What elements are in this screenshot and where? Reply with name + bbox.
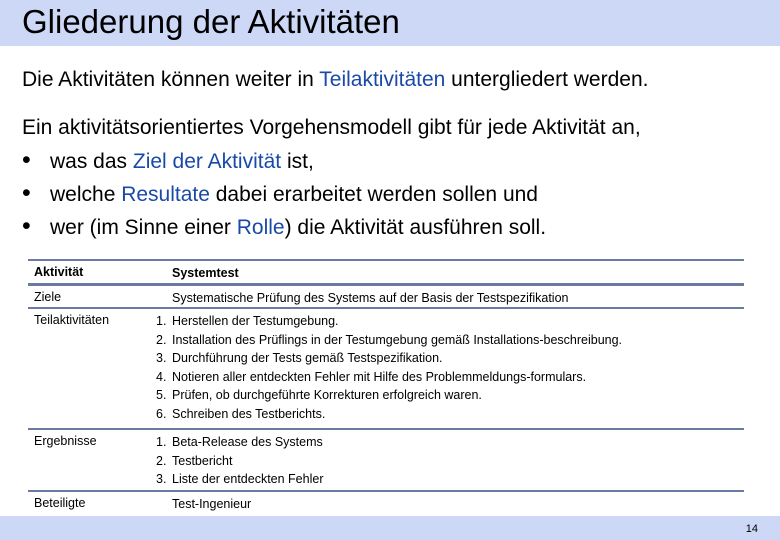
row-value-beteiligte: Test-Ingenieur: [172, 497, 252, 511]
list-item-number: 6.: [156, 406, 167, 421]
list-item-text: Liste der entdeckten Fehler: [172, 472, 324, 487]
bullet-item: [22, 146, 546, 179]
list-item-number: 1.: [156, 435, 167, 449]
bullet-before: was das: [50, 150, 133, 173]
bullet-highlight: Resultate: [121, 183, 210, 206]
list-item-text: Prüfen, ob durchgeführte Korrekturen erfolgreich waren.: [172, 388, 482, 403]
footer-bar: [0, 516, 780, 540]
intro-highlight: Teilaktivitäten: [319, 68, 446, 91]
table-header-value: Systemtest: [172, 266, 239, 280]
table-row-ergebnisse: [28, 428, 744, 490]
list-item-number: 1.: [156, 314, 167, 328]
list-item-number: 3.: [156, 472, 167, 487]
list-item: [156, 470, 323, 489]
row-value-teilaktivitaeten: [156, 312, 622, 424]
intro-text: [22, 66, 648, 94]
list-item-text: Beta-Release des Systems: [172, 435, 323, 449]
intro-after: untergliedert werden.: [445, 68, 649, 91]
list-item: [156, 452, 323, 471]
list-item-text: Durchführung der Tests gemäß Testspezifikation.: [172, 351, 443, 366]
bullet-after: ist,: [281, 150, 314, 173]
bullet-dot-icon: •: [22, 212, 31, 240]
list-item-number: 5.: [156, 388, 167, 403]
intro-before: Die Aktivitäten können weiter in: [22, 68, 320, 91]
bullet-list: [22, 146, 546, 245]
lead-text: Ein aktivitätsorientiertes Vorgehensmodell gibt für jede Aktivität an,: [22, 116, 641, 139]
list-item-number: 2.: [156, 332, 167, 347]
bullet-item: [22, 212, 546, 245]
table-header-row: [28, 259, 744, 286]
bullet-before: wer (im Sinne einer: [50, 216, 237, 239]
list-item: [156, 368, 622, 387]
table-row-ziele: [28, 286, 744, 307]
row-label-ziele: Ziele: [34, 290, 62, 304]
bullet-item: [22, 179, 546, 212]
bullet-dot-icon: •: [22, 179, 31, 207]
list-item-number: 3.: [156, 351, 167, 366]
table-header-label: Aktivität: [34, 265, 84, 279]
slide-title: Gliederung der Aktivitäten: [22, 3, 400, 40]
list-item: [156, 405, 622, 424]
list-item-number: 2.: [156, 453, 167, 468]
bullet-after: dabei erarbeitet werden sollen und: [209, 183, 538, 206]
teilaktivitaeten-list: [156, 312, 622, 424]
list-item-text: Notieren aller entdeckten Fehler mit Hilfe des Problemmeldungs-formulars.: [172, 369, 587, 384]
title-bar: [0, 0, 780, 46]
row-label-teilaktivitaeten: Teilaktivitäten: [34, 313, 110, 327]
page-number: 14: [745, 523, 758, 535]
list-item-text: Testbericht: [172, 453, 233, 468]
row-value-ziele: Systematische Prüfung des Systems auf der Basis der Testspezifikation: [172, 291, 569, 305]
row-label-beteiligte: Beteiligte: [34, 496, 86, 510]
bullet-dot-icon: •: [22, 146, 31, 174]
row-label-ergebnisse: Ergebnisse: [34, 434, 97, 448]
row-value-ergebnisse: [156, 433, 323, 489]
list-item-text: Schreiben des Testberichts.: [172, 406, 326, 421]
list-item-text: Installation des Prüflings in der Testumgebung gemäß Installations-beschreibung.: [172, 332, 623, 347]
list-item: [156, 386, 622, 405]
bullet-before: welche: [50, 183, 122, 206]
table-row-teilaktivitaeten: [28, 307, 744, 428]
ergebnisse-list: [156, 433, 323, 489]
list-item: [156, 312, 622, 331]
list-item: [156, 331, 622, 350]
bullet-highlight: Ziel der Aktivität: [132, 150, 282, 173]
table-row-beteiligte: [28, 490, 744, 516]
list-item-number: 4.: [156, 369, 167, 384]
list-item: [156, 433, 323, 452]
bullet-after: ) die Aktivität ausführen soll.: [284, 216, 547, 239]
list-item: [156, 349, 622, 368]
bullet-highlight: Rolle: [236, 216, 285, 239]
list-item-text: Herstellen der Testumgebung.: [172, 314, 339, 328]
activity-table: [28, 259, 744, 516]
